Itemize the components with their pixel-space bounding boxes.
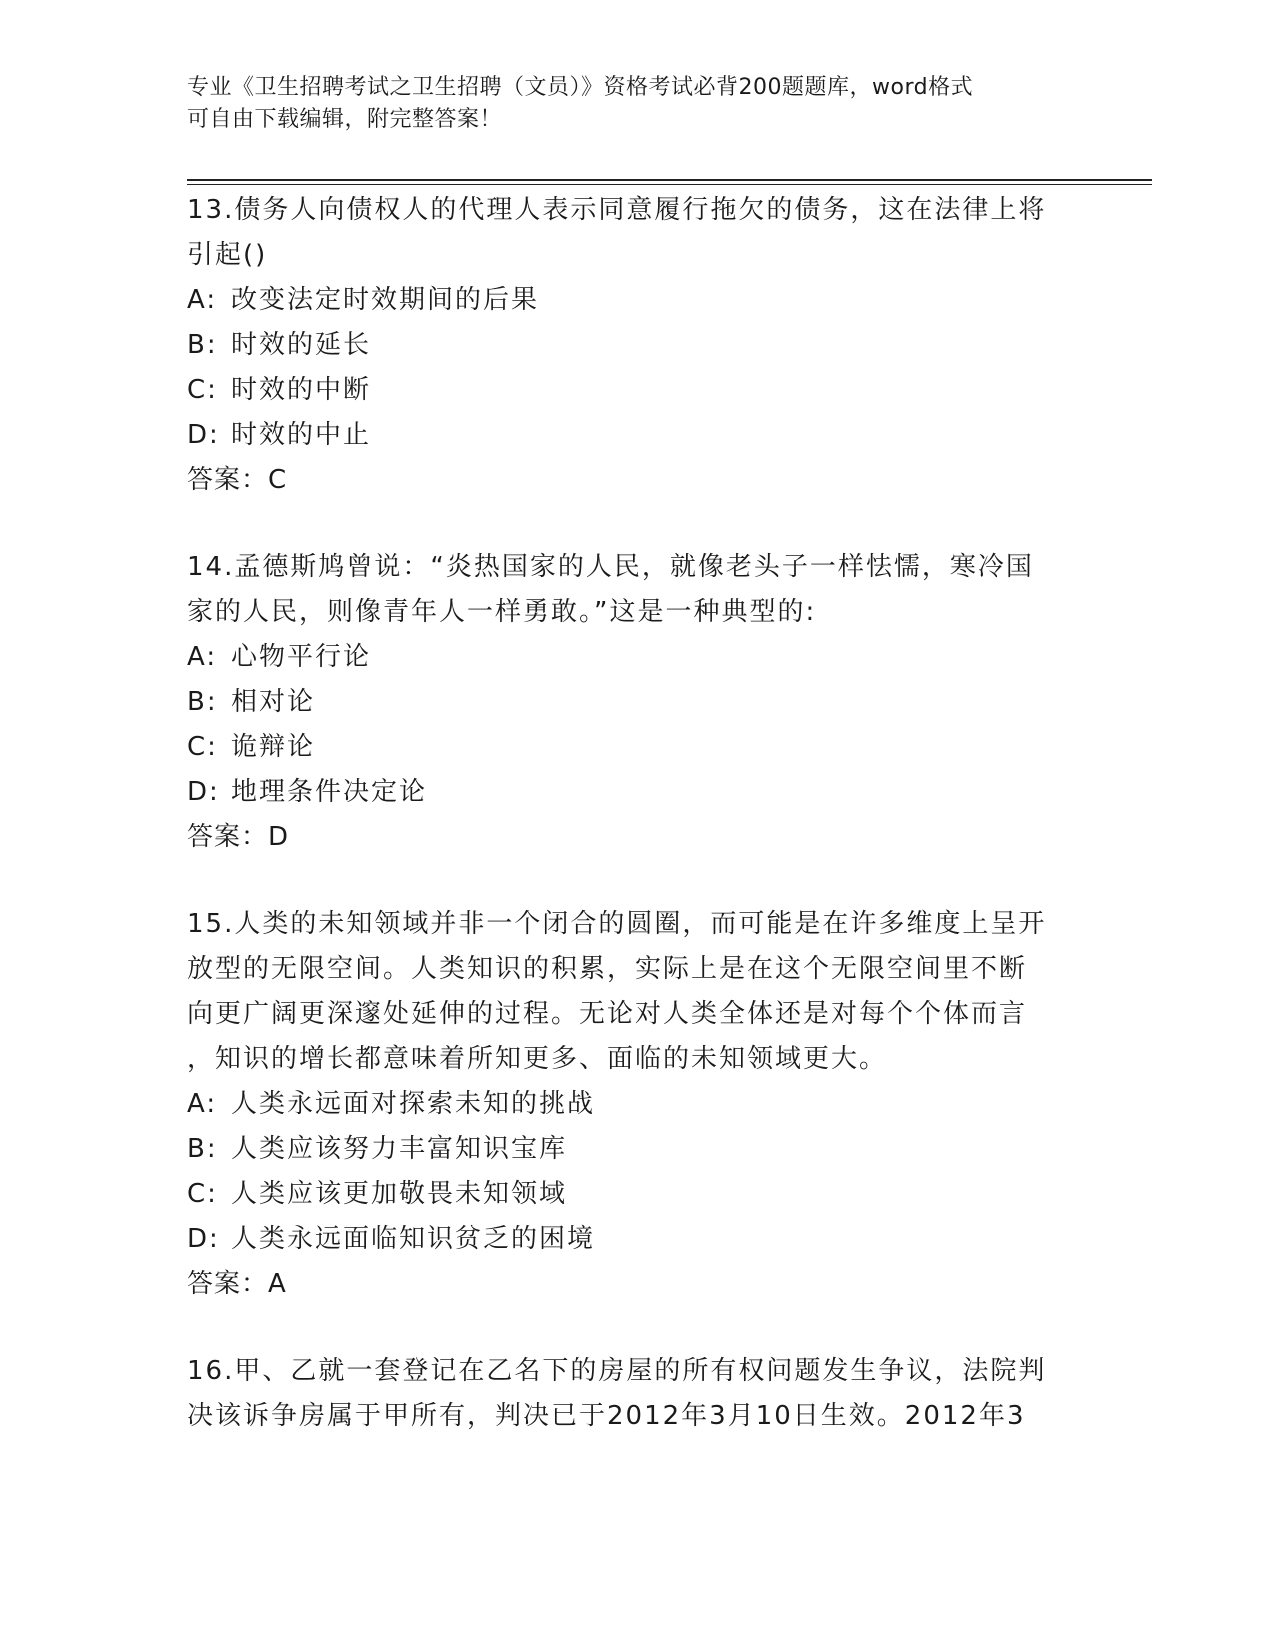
- question-15: [187, 902, 1087, 1307]
- question-text-line: 16.甲、乙就一套登记在乙名下的房屋的所有权问题发生争议，法院判: [187, 1356, 1047, 1386]
- option-b: [187, 680, 1087, 725]
- question-text-line: 家的人民，则像青年人一样勇敢。”这是一种典型的:: [187, 597, 817, 627]
- option-key: A:: [187, 1089, 218, 1119]
- question-text-line: 13.债务人向债权人的代理人表示同意履行拖欠的债务，这在法律上将: [187, 195, 1047, 225]
- option-text: 人类应该更加敬畏未知领域: [231, 1179, 568, 1209]
- option-a: [187, 1082, 1087, 1127]
- header-divider-thin: [187, 184, 1152, 185]
- page-header: [187, 72, 1087, 136]
- option-text: 时效的延长: [231, 330, 372, 360]
- option-key: B:: [187, 1134, 218, 1164]
- question-16: [187, 1349, 1087, 1439]
- option-text: 改变法定时效期间的后果: [231, 285, 540, 315]
- option-text: 心物平行论: [231, 642, 372, 672]
- question-13: [187, 188, 1087, 503]
- option-text: 诡辩论: [231, 732, 316, 762]
- answer-line: 答案：D: [187, 822, 290, 852]
- option-d: [187, 413, 1087, 458]
- option-key: B:: [187, 330, 218, 360]
- option-key: D:: [187, 420, 220, 450]
- option-text: 地理条件决定论: [231, 777, 428, 807]
- question-text-line: 向更广阔更深邃处延伸的过程。无论对人类全体还是对每个个体而言: [187, 999, 1028, 1029]
- question-text-line: 14.孟德斯鸠曾说：“炎热国家的人民，就像老头子一样怯懦，寒冷国: [187, 552, 1034, 582]
- answer-line: 答案：A: [187, 1269, 287, 1299]
- question-text-line: ，知识的增长都意味着所知更多、面临的未知领域更大。: [187, 1044, 888, 1074]
- option-key: C:: [187, 732, 218, 762]
- option-text: 人类永远面对探索未知的挑战: [231, 1089, 596, 1119]
- option-c: [187, 368, 1087, 413]
- question-text-line: 15.人类的未知领域并非一个闭合的圆圈，而可能是在许多维度上呈开: [187, 909, 1047, 939]
- option-key: A:: [187, 642, 218, 672]
- option-text: 相对论: [231, 687, 316, 717]
- option-key: C:: [187, 375, 218, 405]
- option-d: [187, 1217, 1087, 1262]
- option-b: [187, 323, 1087, 368]
- option-c: [187, 725, 1087, 770]
- option-text: 时效的中断: [231, 375, 372, 405]
- option-d: [187, 770, 1087, 815]
- option-key: A:: [187, 285, 218, 315]
- option-key: C:: [187, 1179, 218, 1209]
- option-key: B:: [187, 687, 218, 717]
- header-line-2: 可自由下载编辑，附完整答案！: [187, 107, 503, 132]
- question-text-line: 引起(): [187, 240, 268, 270]
- question-list: [187, 188, 1087, 1481]
- question-text-line: 决该诉争房属于甲所有，判决已于2012年3月10日生效。2012年3: [187, 1401, 1026, 1431]
- option-key: D:: [187, 777, 220, 807]
- header-line-1: 专业《卫生招聘考试之卫生招聘（文员）》资格考试必背200题题库，word格式: [187, 75, 974, 100]
- option-b: [187, 1127, 1087, 1172]
- option-a: [187, 278, 1087, 323]
- option-a: [187, 635, 1087, 680]
- header-divider-thick: [187, 179, 1152, 181]
- option-c: [187, 1172, 1087, 1217]
- question-14: [187, 545, 1087, 860]
- option-key: D:: [187, 1224, 220, 1254]
- question-text-line: 放型的无限空间。人类知识的积累，实际上是在这个无限空间里不断: [187, 954, 1028, 984]
- option-text: 人类应该努力丰富知识宝库: [231, 1134, 568, 1164]
- option-text: 人类永远面临知识贫乏的困境: [231, 1224, 596, 1254]
- answer-line: 答案：C: [187, 465, 288, 495]
- option-text: 时效的中止: [231, 420, 372, 450]
